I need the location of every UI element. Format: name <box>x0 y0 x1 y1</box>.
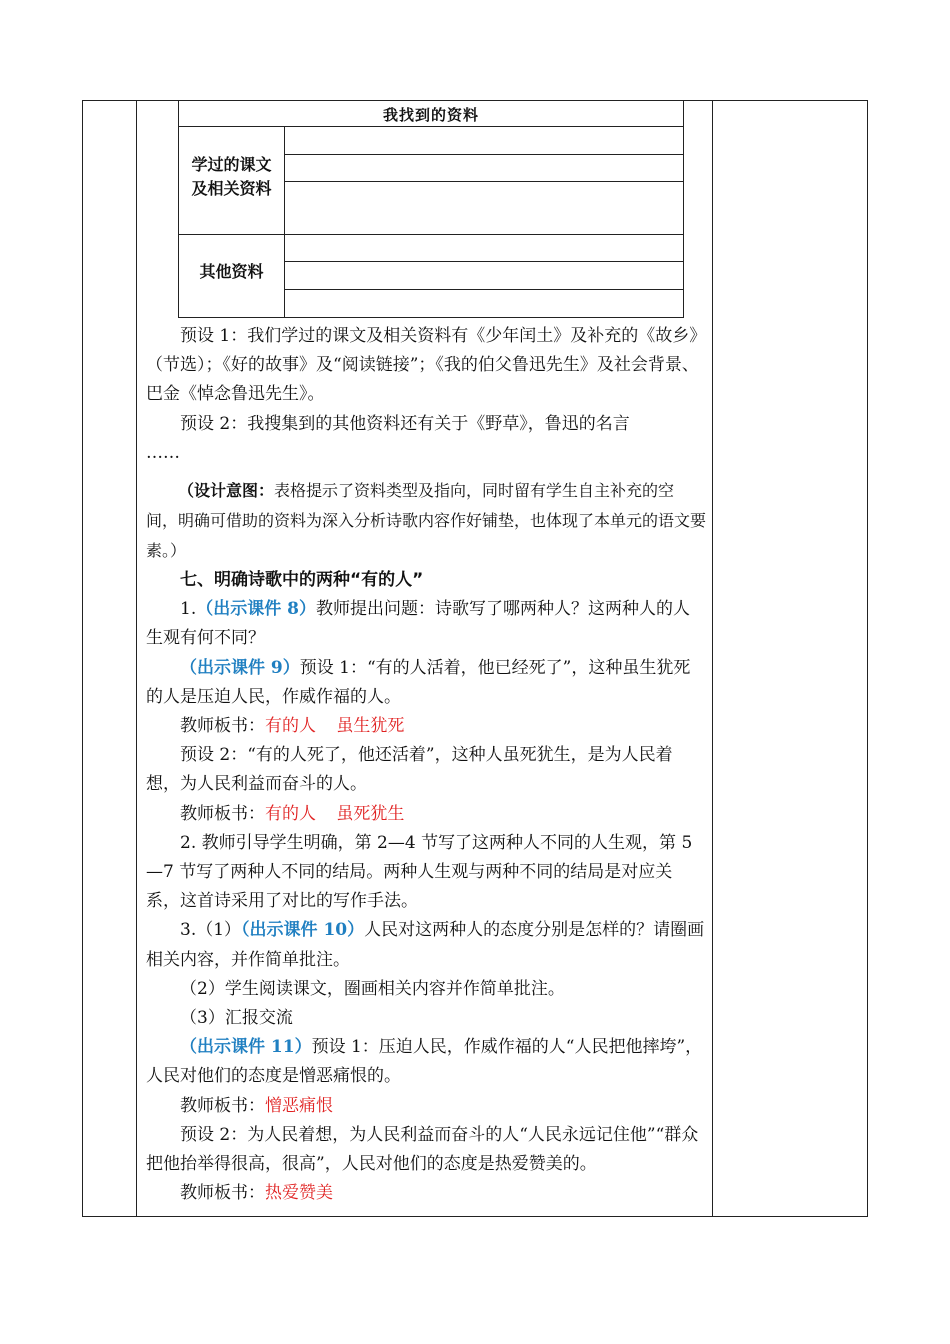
courseware-tag: （出示课件 11） <box>180 1037 312 1058</box>
step-1-preset-2: 预设 2：“有的人死了，他还活着”，这种人虽死犹生，是为人民着想，为人民利益而奋斗的人。 <box>146 745 673 795</box>
board-note: 教师板书：有的人 虽生犹死 <box>180 716 405 737</box>
courseware-tag: （出示课件 8） <box>196 599 316 620</box>
design-intent-text: 表格提示了资料类型及指向，同时留有学生自主补充的空间，明确可借助的资料为深入分析诗歌内容作好铺垫，也体现了本单元的语文要素。） <box>146 481 707 561</box>
step-1-preset-1: （出示课件 9）预设 1：“有的人活着，他已经死了”，这种虽生犹死的人是压迫人民，作威作福的人。 <box>146 657 691 707</box>
step-3-2: （2）学生阅读课文，圈画相关内容并作简单批注。 <box>180 978 565 999</box>
column-divider <box>136 101 137 1216</box>
board-note: 教师板书：热爱赞美 <box>180 1183 333 1204</box>
section-heading: 七、明确诗歌中的两种“有的人” <box>180 570 424 591</box>
column-divider <box>712 101 713 1216</box>
lesson-content <box>146 322 706 1208</box>
table-rule <box>179 126 683 127</box>
table-rule <box>284 289 683 290</box>
row-label-other: 其他资料 <box>199 262 264 281</box>
design-intent <box>146 468 706 566</box>
preset-1-paragraph: 预设 1：我们学过的课文及相关资料有《少年闰土》及补充的《故乡》（节选）；《好的故事》及“阅读链接”；《我的伯父鲁迅先生》及社会背景、巴金《悼念鲁迅先生》。 <box>146 326 699 405</box>
board-note: 教师板书：有的人 虽死犹生 <box>180 803 405 824</box>
step-3-preset-2: 预设 2：为人民着想，为人民利益而奋斗的人“人民永远记住他”“群众把他抬举得很高，很高”，人民对他们的态度是热爱赞美的。 <box>146 1124 699 1175</box>
courseware-tag: （出示课件 9） <box>180 657 300 678</box>
step-3-preset-1: （出示课件 11）预设 1：压迫人民，作威作福的人“人民把他摔垮”，人民对他们的态度是憎恶痛恨的。 <box>146 1037 703 1087</box>
step-3-1: 3.（1）（出示课件 10）人民对这两种人的态度分别是怎样的？请圈画相关内容，并作简单批注。 <box>146 920 705 970</box>
step-1: 1.（出示课件 8）教师提出问题：诗歌写了哪两种人？这两种人的人生观有何不同？ <box>146 599 690 649</box>
board-note: 教师板书：憎恶痛恨 <box>180 1095 333 1116</box>
row-label-learned: 学过的课文 及相关资料 <box>191 155 272 198</box>
table-rule <box>284 154 683 155</box>
ellipsis: …… <box>146 442 180 463</box>
design-intent-label: （设计意图： <box>178 481 275 501</box>
courseware-tag: （出示课件 10） <box>241 920 365 941</box>
resource-table <box>178 100 684 318</box>
table-rule <box>284 181 683 182</box>
table-column-divider <box>284 127 285 317</box>
step-3-3: （3）汇报交流 <box>180 1008 293 1029</box>
resource-table-title: 我找到的资料 <box>382 106 479 124</box>
table-rule <box>179 234 683 235</box>
table-rule <box>284 261 683 262</box>
step-2: 2. 教师引导学生明确，第 2—4 节写了这两种人不同的人生观，第 5—7 节写了两种人不同的结局。两种人生观与两种不同的结局是对应关系，这首诗采用了对比的写作手法。 <box>146 832 693 912</box>
preset-2-paragraph: 预设 2：我搜集到的其他资料还有关于《野草》，鲁迅的名言 <box>180 413 630 434</box>
